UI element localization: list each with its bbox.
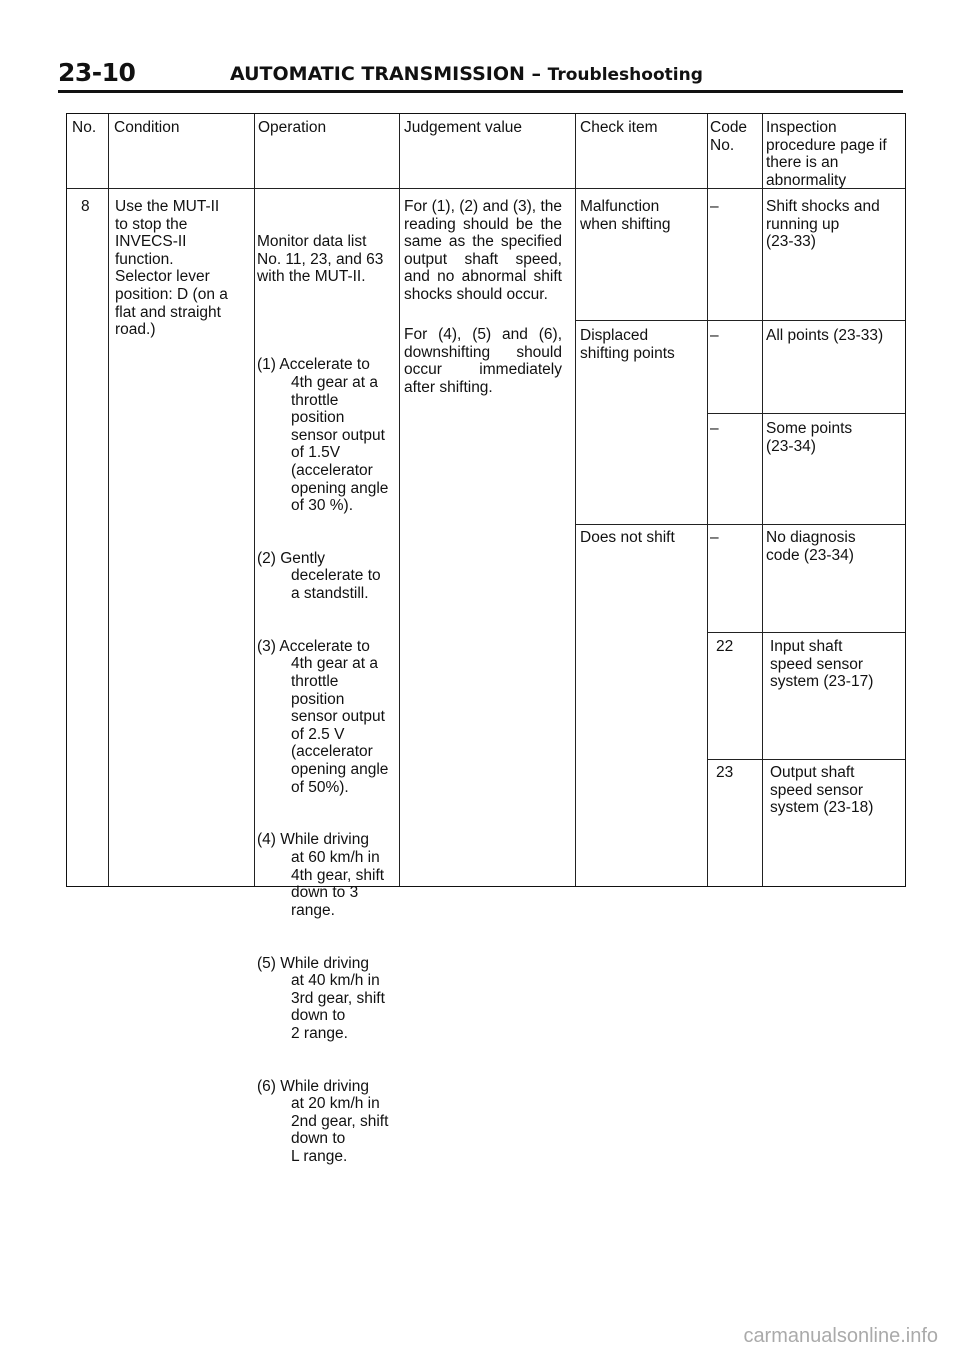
inspection-procedure: No diagnosis code (23-34) xyxy=(766,529,856,564)
operation-cell xyxy=(257,198,393,1236)
header-rule xyxy=(58,90,903,93)
col-divider xyxy=(762,114,763,886)
operation-step: (5) While driving at 40 km/h in 3rd gear, shift down to 2 range. xyxy=(257,954,385,1042)
row-divider xyxy=(707,632,905,633)
col-divider xyxy=(108,114,109,886)
row-number: 8 xyxy=(81,198,90,215)
operation-intro: Monitor data list No. 11, 23, and 63 with the MUT-II. xyxy=(257,233,384,286)
col-header-inspection: Inspection procedure page if there is an abnormality xyxy=(766,119,887,189)
inspection-procedure: Some points (23-34) xyxy=(766,420,853,455)
code-no: – xyxy=(710,529,719,546)
code-no: – xyxy=(710,420,719,437)
col-divider xyxy=(254,114,255,886)
title-subtitle: Troubleshooting xyxy=(547,65,703,85)
operation-step: (4) While driving at 60 km/h in 4th gear, shift down to 3 range. xyxy=(257,831,385,919)
col-header-no: No. xyxy=(72,119,97,136)
row-divider xyxy=(707,413,905,414)
operation-step: (1) Accelerate to 4th gear at a throttle position sensor output of 1.5V (accelerator opening angle of 30 %). xyxy=(257,356,389,515)
troubleshooting-table xyxy=(66,113,906,1166)
col-header-code: Code No. xyxy=(710,119,748,154)
judgement-text-1: For (1), (2) and (3), the reading should be the same as the specified output shaft speed, and no abnormal shift shocks should occur. xyxy=(404,198,562,303)
page-number: 23-10 xyxy=(58,58,136,87)
inspection-procedure: Input shaft speed sensor system (23-17) xyxy=(770,638,874,691)
code-no: 23 xyxy=(716,764,734,781)
row-divider xyxy=(575,320,905,321)
code-no: 22 xyxy=(716,638,734,655)
check-item: Displaced shifting points xyxy=(580,327,675,362)
col-divider xyxy=(399,114,400,886)
judgement-text-2: For (4), (5) and (6), downshifting should occur immediately after shifting. xyxy=(404,326,562,396)
operation-step: (3) Accelerate to 4th gear at a throttle position sensor output of 2.5 V (accelerator opening angle of 50%). xyxy=(257,637,389,796)
col-divider xyxy=(575,114,576,886)
col-header-condition: Condition xyxy=(114,119,180,136)
check-item: Malfunction when shifting xyxy=(580,198,671,233)
inspection-procedure: Output shaft speed sensor system (23-18) xyxy=(770,764,874,817)
title-separator: – xyxy=(531,63,542,85)
page-header xyxy=(0,0,960,100)
code-no: – xyxy=(710,198,719,215)
condition-text: Use the MUT-II to stop the INVECS-II function. Selector lever position: D (on a flat and straight road.) xyxy=(115,198,228,339)
row-divider xyxy=(575,524,905,525)
code-no: – xyxy=(710,327,719,344)
inspection-procedure: Shift shocks and running up (23-33) xyxy=(766,198,880,251)
page-title xyxy=(230,63,703,85)
col-header-operation: Operation xyxy=(258,119,327,136)
row-divider xyxy=(707,759,905,760)
watermark: carmanualsonline.info xyxy=(743,1325,938,1347)
check-item: Does not shift xyxy=(580,529,675,546)
operation-steps xyxy=(257,321,393,1201)
operation-step: (2) Gently decelerate to a standstill. xyxy=(257,549,381,603)
col-divider xyxy=(707,114,708,886)
col-header-judgement: Judgement value xyxy=(404,119,523,136)
col-header-check-item: Check item xyxy=(580,119,658,136)
operation-step: (6) While driving at 20 km/h in 2nd gear, shift down to L range. xyxy=(257,1077,389,1166)
title-main: AUTOMATIC TRANSMISSION xyxy=(230,63,525,85)
inspection-procedure: All points (23-33) xyxy=(766,327,884,344)
